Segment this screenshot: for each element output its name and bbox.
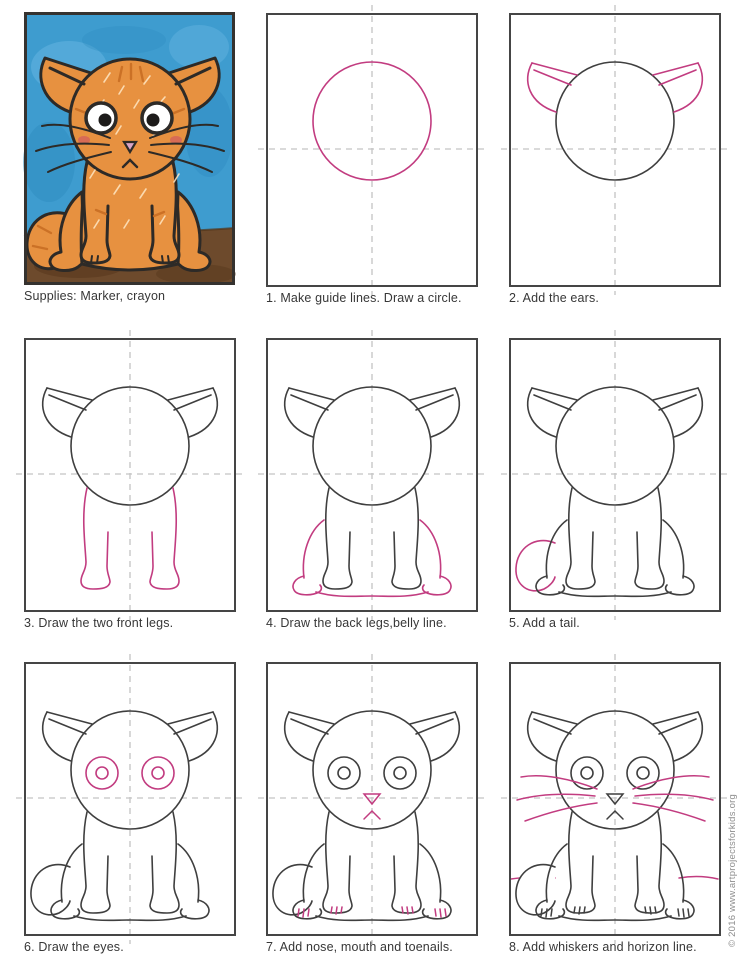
step-drawing [24, 338, 236, 612]
step-drawing [266, 338, 478, 612]
panel-step-1 [266, 13, 478, 305]
panel-caption: 7. Add nose, mouth and toenails. [266, 940, 453, 954]
panel-caption: 8. Add whiskers and horizon line. [509, 940, 697, 954]
panel-step-4 [266, 338, 478, 630]
step-drawing [509, 662, 721, 936]
panel-step-7 [266, 662, 478, 954]
panel-caption: Supplies: Marker, crayon [24, 289, 166, 303]
right-pupil [147, 114, 160, 127]
step-drawing [24, 662, 236, 936]
guide-lines [16, 330, 244, 620]
guide-lines [258, 330, 486, 620]
panel-caption: 1. Make guide lines. Draw a circle. [266, 291, 462, 305]
eyes [86, 757, 174, 789]
panel-step-6 [24, 662, 236, 954]
panel-example [24, 12, 236, 303]
guide-lines [258, 5, 486, 295]
panel-caption: 5. Add a tail. [509, 616, 580, 630]
step-drawing [266, 13, 478, 287]
step-drawing [509, 13, 721, 287]
panel-step-2 [509, 13, 721, 305]
panel-caption: 6. Draw the eyes. [24, 940, 124, 954]
panel-caption: 3. Draw the two front legs. [24, 616, 174, 630]
panel-caption: 4. Draw the back legs,belly line. [266, 616, 447, 630]
painted-cat-image [24, 12, 235, 285]
panel-step-8 [509, 662, 721, 954]
left-pupil [99, 114, 112, 127]
panel-step-5 [509, 338, 721, 630]
eyes [328, 757, 416, 789]
step-drawing [509, 338, 721, 612]
panel-caption: 2. Add the ears. [509, 291, 599, 305]
watermark-credit: © 2016 www.artprojectsforkids.org [727, 793, 738, 947]
panel-step-3 [24, 338, 236, 630]
step-drawing [266, 662, 478, 936]
guide-lines [501, 5, 729, 295]
